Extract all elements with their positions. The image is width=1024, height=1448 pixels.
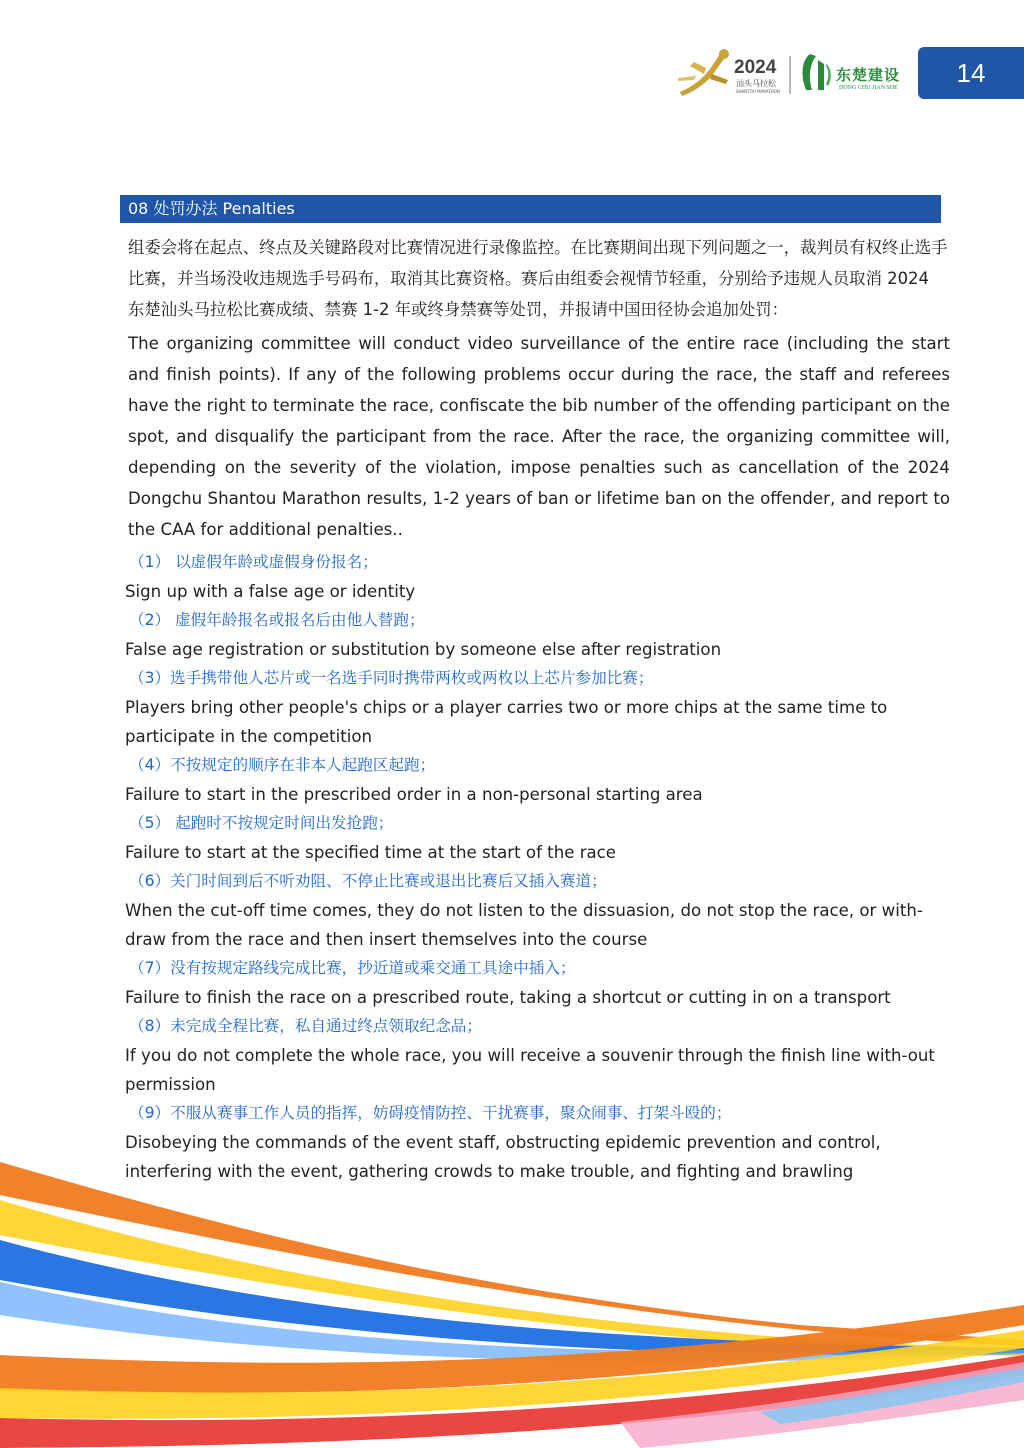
penalty-item-1-en: Sign up with a false age or identity [125,582,416,601]
intro-paragraph-en: The organizing committee will conduct video surveillance of the entire race (including the start and finish points). If any of the following problems occur during the race, the staff and referees have the right to terminate the race, confiscate the bib number of the offending participant on the spot, and disqualify the participant from the race. After the race, the organizing committee will, depending on the severity of the violation, impose penalties such as cancellation of the 2024 Dongchu Shantou Marathon results, 1-2 years of ban or lifetime ban on the offender, and report to the CAA for additional penalties.. [128,334,950,539]
penalty-item-5-cn: （5） 起跑时不按规定时间出发抢跑； [129,814,394,832]
decorative-ribbons [0,1100,1024,1448]
section-title: 08 处罚办法 Penalties [120,195,941,223]
penalty-item-3-cn: （3）选手携带他人芯片或一名选手同时携带两枚或两枚以上芯片参加比赛； [129,669,654,687]
penalty-item-4-en: Failure to start in the prescribed order in a non-personal starting area [125,785,703,804]
penalty-item-4-cn: （4）不按规定的顺序在非本人起跑区起跑； [129,756,436,774]
marathon-logo-cn: 汕头马拉松 [736,79,776,88]
penalty-item-7-cn: （7）没有按规定路线完成比赛，抄近道或乘交通工具途中插入； [129,959,576,977]
penalty-item-8-en: If you do not complete the whole race, you will receive a souvenir through the finish line with-out permission [125,1046,935,1094]
company-logo-en: DONG CHU JIAN SHE [839,85,898,91]
penalty-list [125,548,950,1186]
page-number: 14 [918,47,1024,99]
company-emblem-icon [796,50,836,96]
penalty-item-9-en: Disobeying the commands of the event staff, obstructing epidemic prevention and control, interfering with the event, gathering crowds to make trouble, and fighting and brawling [125,1133,881,1181]
company-logo [796,48,908,98]
company-logo-cn: 东楚建设 [836,66,901,84]
penalty-item-7-en: Failure to finish the race on a prescribed route, taking a shortcut or cutting in on a transport [125,988,891,1007]
logo-divider [789,56,791,94]
runner-icon [676,48,736,98]
marathon-logo-year: 2024 [734,57,777,78]
marathon-logo [676,48,784,98]
penalty-item-6-en: When the cut-off time comes, they do not listen to the dissuasion, do not stop the race, or with-draw from the race and then insert themselves into the course [125,901,923,949]
penalty-item-5-en: Failure to start at the specified time at the start of the race [125,843,617,862]
penalty-item-6-cn: （6）关门时间到后不听劝阻、不停止比赛或退出比赛后又插入赛道； [129,872,607,890]
penalty-item-2-cn: （2） 虚假年龄报名或报名后由他人替跑； [129,611,425,629]
penalty-item-8-cn: （8）未完成全程比赛，私自通过终点领取纪念品； [129,1017,482,1035]
penalty-item-3-en: Players bring other people's chips or a player carries two or more chips at the same time to participate in the competition [125,698,888,746]
penalty-item-2-en: False age registration or substitution by someone else after registration [125,640,722,659]
intro-paragraph-cn: 组委会将在起点、终点及关键路段对比赛情况进行录像监控。在比赛期间出现下列问题之一，裁判员有权终止选手比赛，并当场没收违规选手号码布，取消其比赛资格。赛后由组委会视情节轻重，分别给予违规人员取消 2024 东楚汕头马拉松比赛成绩、禁赛 1-2 年或终身禁赛等处罚，并报请中国田径协会追加处罚： [128,238,948,319]
marathon-logo-en: SHANTOU MARATHON [736,89,780,94]
penalty-item-1-cn: （1） 以虚假年龄或虚假身份报名； [129,553,378,571]
penalty-item-9-cn: （9）不服从赛事工作人员的指挥，妨碍疫情防控、干扰赛事，聚众闹事、打架斗殴的； [129,1104,732,1122]
